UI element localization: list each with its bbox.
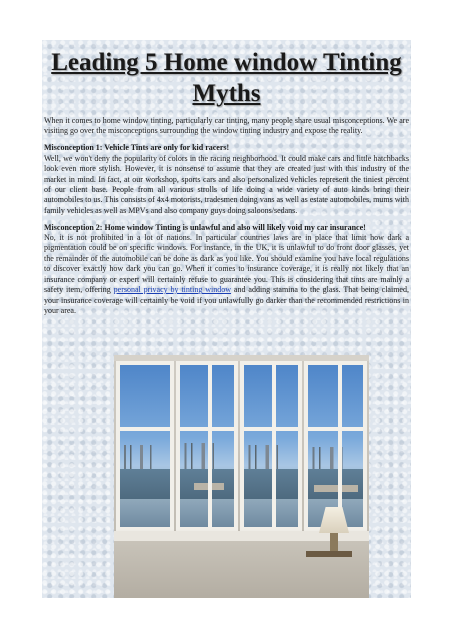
window-mullion — [338, 365, 342, 527]
misconception-2-text-a: No, it is not prohibited in a lot of nations. In particular countries laws are in place that limit how dark a pigmentation could be on specific windows. For instance, in the UK, it is unlawful to do front door glasses, yet the remainder of the automobile can be done as dark as you like. You should examine you have local regulations to discover exactly how dark you can go. When it comes to insurance coverage, it is really not likely that an insurance company or expert will certainly refuse to guarantee you. This is considering that tints are mainly a safety item, offering — [44, 233, 409, 295]
photo-water — [244, 469, 298, 499]
photo-skyline — [244, 445, 298, 471]
window-mullion — [180, 427, 234, 431]
photo-water — [120, 469, 170, 499]
photo-skyline — [180, 443, 234, 469]
photo-skyline — [120, 445, 170, 471]
side-table — [306, 551, 352, 557]
page-title: Leading 5 Home window Tinting Myths — [51, 49, 402, 107]
misconception-1-text: Well, we won't deny the popularity of colors in the racing neighborhood. It could make cars and little hatchbacks look even more stylish. However, it is nonsense to assume that they are created just with this industry of the market in mind. In fact, at our workshop, sports cars and also personalized vehicles represent the tiniest percent of our client base. People from all various strolls of life doing a wide variety of auto kinds bring their automobiles to us. This consists of 4x4 motorists, tradesmen doing vans as well as estate automobiles, mums with family vehicles as well as MPVs and also company guys doing saloons/sedans. — [44, 153, 409, 215]
misconception-1-heading: Misconception 1: Vehicle Tints are only for kid racers! — [44, 143, 230, 153]
window-mullion — [120, 427, 170, 431]
photo-water — [308, 469, 363, 499]
photo-dock — [314, 485, 358, 492]
window-mullion — [208, 365, 212, 527]
article-body — [44, 116, 409, 323]
window-photo — [114, 355, 369, 598]
photo-window-pane — [240, 361, 302, 531]
intro-paragraph: When it comes to home window tinting, particularly car tinting, many people share usual misconceptions. We are visiting go over the misconceptions surrounding the window tinting industry and expose the reality. — [44, 116, 409, 136]
photo-window-pane — [116, 361, 174, 531]
photo-window-pane — [176, 361, 238, 531]
misconception-2 — [44, 223, 409, 317]
photo-window-pane — [304, 361, 367, 531]
document-page — [42, 40, 411, 598]
misconception-2-heading: Misconception 2: Home window Tinting is unlawful and also will likely void my car insurance! — [44, 222, 366, 232]
lamp-base — [330, 533, 338, 551]
window-mullion — [272, 365, 276, 527]
privacy-tinting-link[interactable]: personal privacy by tinting window — [113, 285, 232, 295]
window-mullion — [308, 427, 363, 431]
window-mullion — [244, 427, 298, 431]
misconception-1 — [44, 143, 409, 216]
misconception-2-text-b: and adding stamina to the glass. That being claimed, your insurance coverage will certainly be void if you unlawfully go darker than the recommended restrictions in your area. — [44, 285, 409, 315]
